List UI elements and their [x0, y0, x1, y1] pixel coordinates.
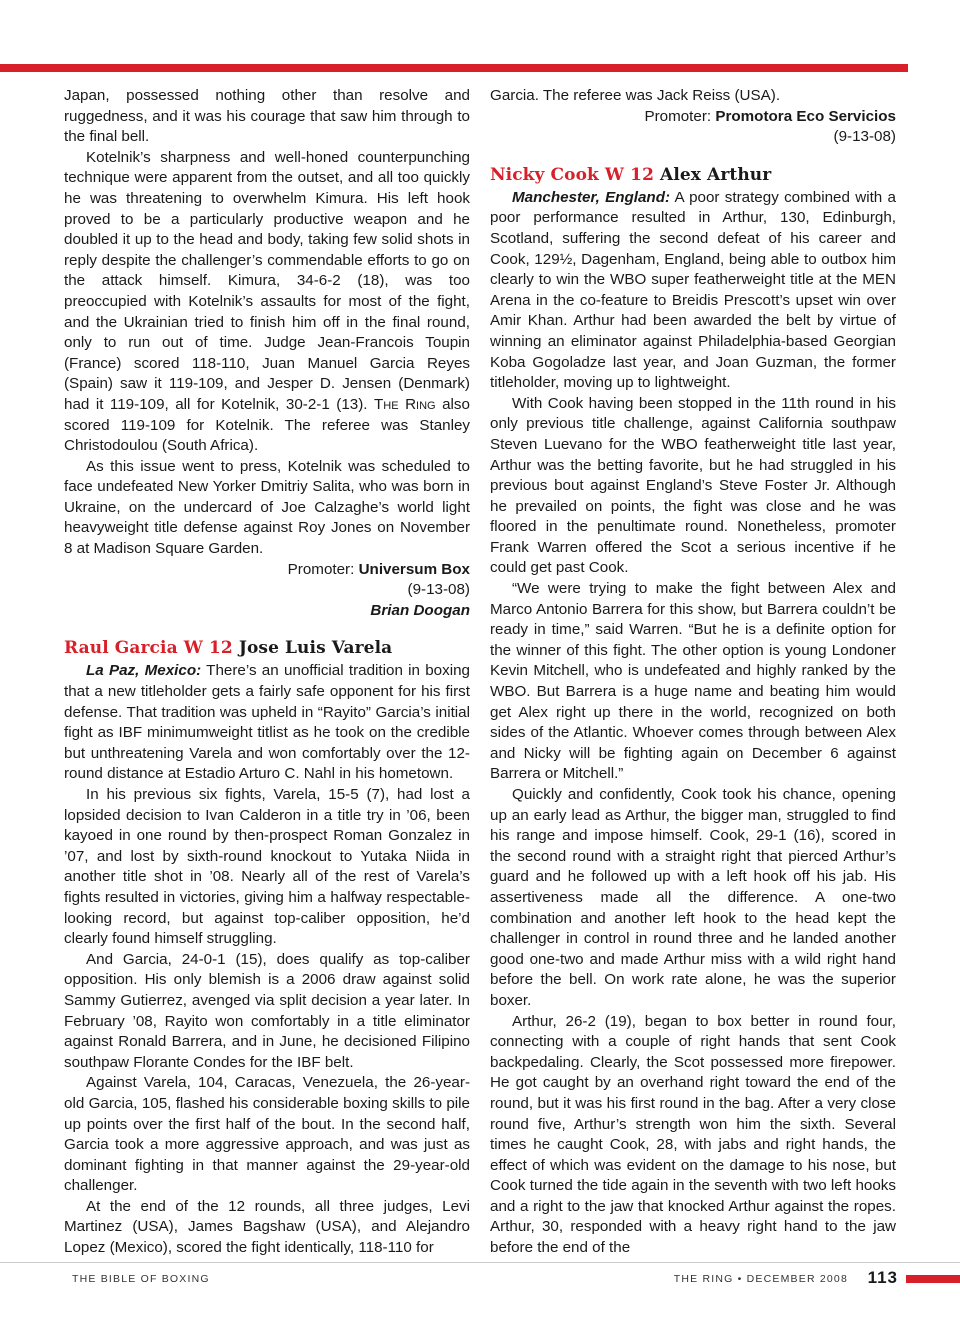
- fight-date: (9-13-08): [407, 581, 470, 599]
- footer-tagline: THE BIBLE OF BOXING: [72, 1273, 210, 1285]
- footer-accent-bar: [906, 1275, 960, 1283]
- headline-loser: Alex Arthur: [660, 164, 772, 185]
- article-paragraph: Japan, possessed nothing other than resolve and ruggedness, and it was his courage that saw him through to the final bell.: [64, 87, 470, 146]
- fight-date: (9-13-08): [833, 128, 896, 146]
- right-column: [490, 86, 896, 1259]
- paragraph-text: also scored 119-109 for Kotelnik. The referee was Stanley Christodoulou (South Africa).: [64, 395, 470, 455]
- article-paragraph: [490, 188, 896, 394]
- article-paragraph: At the end of the 12 rounds, all three judges, Levi Martinez (USA), James Bagshaw (USA), and Alejandro Lopez (Mexico), scored the fight identically, 118-110 for: [64, 1197, 470, 1257]
- article-paragraph: Arthur, 26-2 (19), began to box better in round four, connecting with a couple of right hands that sent Cook backpedaling. Clearly, the Scot possessed more firepower. He got caught by an overhand right toward the end of the round, but it was his first round in the bag. After a very close round five, Arthur’s strength won him the sixth. Several times he caught Cook, 28, with jabs and right hands, the effect of which was evident on the damage to his nose, but Cook turned the tide again in the seventh with two left hooks and a right to the jaw that knocked Arthur against the ropes. Arthur, 30, responded with a heavy right hand to the jaw before the end of the: [490, 1012, 896, 1257]
- author-byline: Brian Doogan: [370, 601, 470, 619]
- paragraph-text: There’s an unofficial tradition in boxing that a new titleholder gets a fairly safe opponent for his first defense. That tradition was upheld in “Rayito” Garcia’s initial fight as IBF minimumweight titlist as he took on the credible but unthreatening Varela and won comfortably over the 12-round distance at Estadio Arturo C. Nahl in his hometown.: [64, 662, 470, 783]
- article-paragraph: [64, 148, 470, 457]
- promoter-line: [490, 107, 896, 128]
- paragraph-text: A poor strategy combined with a poor performance resulted in Arthur, 130, Edinburgh, Scotland, suffering the second defeat of his career and Cook, 129½, Dagenham, England, being able to outbox him clearly to win the WBO super featherweight title at the MEN Arena in the co-feature to Breidis Prescott’s upset win over Amir Khan. Arthur had been awarded the belt by virtue of winning an eliminator against Philadelphia-based Georgian Koba Gogoladze last year, and Joan Guzman, the former titleholder, moving up to lightweight.: [490, 188, 896, 392]
- article-paragraph: In his previous six fights, Varela, 15-5 (7), had lost a lopsided decision to Ivan Calderon in a title try in ’06, been kayoed in one round by then-prospect Roman Gonzalez in ’07, and lost by sixth-round knockout to Yutaka Niida in another title shot in ’08. Nearly all of the rest of Varela’s fights resulted in victories, giving him a halfway respectable-looking record, but against top-caliber opposition, he’d clearly found himself struggling.: [64, 786, 470, 948]
- promoter-label: Promoter:: [644, 107, 712, 125]
- headline-winner: Nicky Cook W 12: [490, 164, 654, 185]
- dateline: La Paz, Mexico:: [86, 662, 202, 680]
- footer-issue: THE RING • DECEMBER 2008: [673, 1273, 848, 1285]
- article-paragraph: Quickly and confidently, Cook took his chance, opening up an early lead as Arthur, the bigger man, struggled to find his range and impose himself. Cook, 29-1 (16), scored in the second round with a straight right that pierced Arthur’s guard and he followed up with a left hook off his jab. His assertiveness made all the difference. A one-two combination and another left hook to the head kept the challenger in control in round three and he landed another good one-two and made Arthur miss with a wild right hand before the bell. On work rate alone, he was the superior boxer.: [490, 786, 896, 1009]
- article-paragraph: As this issue went to press, Kotelnik was scheduled to face undefeated New Yorker Dmitriy Salita, who was born in Ukraine, on the undercard of Joe Calzaghe’s world light heavyweight title defense against Roy Jones on November 8 at Madison Square Garden.: [64, 457, 470, 558]
- dateline: Manchester, England:: [512, 188, 671, 206]
- promoter-name: Promotora Eco Servicios: [715, 107, 896, 125]
- top-accent-bar: [0, 64, 908, 72]
- left-column: [64, 86, 470, 1259]
- article-paragraph: Against Varela, 104, Caracas, Venezuela, the 26-year-old Garcia, 105, flashed his considerable boxing skills to pile up points over the first half of the bout. In the second half, Garcia took a more aggressive approach, and was just as dominant fighting in that manner against the 29-year-old challenger.: [64, 1074, 470, 1195]
- promoter-name: Universum Box: [358, 560, 470, 578]
- page-number: 113: [867, 1268, 898, 1287]
- article-paragraph: And Garcia, 24-0-1 (15), does qualify as top-caliber opposition. His only blemish is a 2006 draw against solid Sammy Gutierrez, avenged via split decision a year later. In February ’08, Rayito won comfortably in a title eliminator against Ronald Barrera, and in June, he decisioned Filipino southpaw Florante Condes for the IBF belt.: [64, 950, 470, 1071]
- article-paragraph: Garcia. The referee was Jack Reiss (USA).: [490, 87, 781, 104]
- article-paragraph: “We were trying to make the fight between Alex and Marco Antonio Barrera for this show, but Barrera couldn’t be ready in time,” said Warren. “But he is a definite option for the winner of this fight. The other option is young Londoner Kevin Mitchell, who is undefeated and highly ranked by the WBO. But Barrera is a huge name and beating him would get Alex right up there in the world, recognized on both sides of the Atlantic. Whoever comes through between Alex and Nicky will be fighting again on December 6 against Barrera or Mitchell.”: [490, 580, 896, 783]
- paragraph-text: Kotelnik’s sharpness and well-honed counterpunching technique were apparent from the outset, and all too quickly he was threatening to overwhelm Kimura. His left hook proved to be a particularly productive weapon and he doubled it up to the head and body, taking few solid shots in reply despite the challenger’s commendable efforts to go on the attack himself. Kimura, 34-6-2 (18), was too preoccupied with Kotelnik’s assaults for most of the fight, and the Ukrainian tried to finish him off in the final round, only to run out of time. Judge Jean-Francois Toupin (France) scored 118-110, Juan Manuel Garcia Reyes (Spain) saw it 119-109, and Jesper D. Jensen (Denmark) had it 119-109, all for Kotelnik, 30-2-1 (13).: [64, 148, 470, 413]
- headline-loser: Jose Luis Varela: [238, 638, 393, 659]
- promoter-label: Promoter:: [287, 560, 355, 578]
- article-paragraph: With Cook having been stopped in the 11th round in his only previous title challenge, against California southpaw Steven Luevano for the WBO featherweight title last year, Arthur was the betting favorite, but he had struggled in his previous bout against England’s Steve Foster Jr. Although he prevailed on points, the fight was close and he was floored in the penultimate round. Nonetheless, promoter Frank Warren offered the Scot a serious incentive if he could get past Cook.: [490, 394, 896, 577]
- headline-winner: Raul Garcia W 12: [64, 638, 233, 659]
- fight-headline: [64, 637, 470, 659]
- article-paragraph: [64, 661, 470, 785]
- promoter-line: [64, 560, 470, 581]
- fight-headline: [490, 164, 896, 186]
- magazine-name: The Ring: [374, 395, 436, 413]
- footer-divider: [0, 1262, 960, 1263]
